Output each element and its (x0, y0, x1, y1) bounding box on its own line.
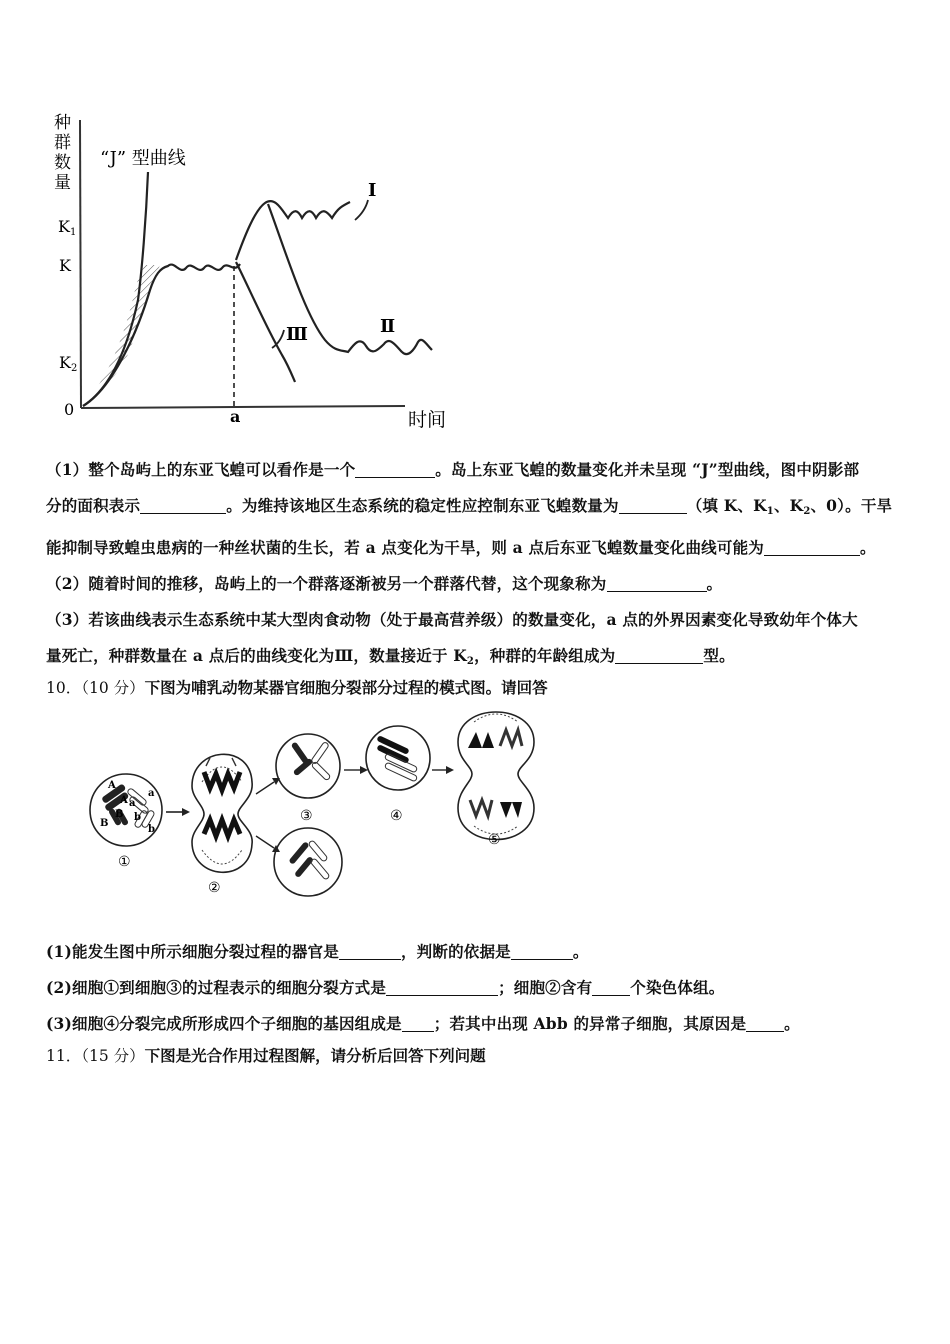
k-tick-label: K (59, 256, 71, 275)
gene-label-b2: b (148, 824, 155, 835)
gene-label-a1: a (129, 798, 136, 809)
y-axis-char-2: 群 (54, 133, 71, 153)
curve-iii (236, 262, 295, 382)
answer-blank-abnormal-cause[interactable] (746, 1015, 784, 1032)
y-axis-char-3: 数 (54, 153, 71, 173)
s-curve (83, 264, 240, 406)
answer-blank-age-structure[interactable] (615, 647, 703, 664)
cell-label-1: ① (118, 854, 131, 870)
q10-questions (46, 934, 908, 1042)
q10-p2: (2)细胞①到细胞③的过程表示的细胞分裂方式是 ；细胞②含有 个染色体组。 (46, 978, 725, 997)
curve-i-label: Ⅰ (368, 180, 377, 201)
gene-label-A1: A (108, 780, 116, 791)
gene-label-B2: B (115, 809, 124, 820)
shaded-area (95, 265, 160, 390)
y-axis-char-4: 量 (54, 173, 71, 193)
cell-label-3: ③ (300, 808, 313, 824)
cell-label-2: ② (208, 880, 221, 896)
answer-blank-reason[interactable] (511, 943, 573, 960)
answer-blank-control-number[interactable] (619, 497, 687, 514)
answer-blank-drought-curve[interactable] (764, 539, 860, 556)
x-axis-label: 时间 (408, 409, 447, 431)
cell-label-4: ④ (390, 808, 403, 824)
cell-division-figure (86, 702, 546, 902)
q9-p3-line1: （3）若该曲线表示生态系统中某大型肉食动物（处于最高营养级）的数量变化，a 点的外界因素变化导致幼年个体大 (46, 610, 858, 629)
q9-p3-line2: 量死亡，种群数量在 a 点后的曲线变化为Ⅲ，数量接近于 $K_2$，种群的年龄组成为 型。 (46, 646, 735, 667)
gene-label-a2: a (148, 788, 155, 799)
population-curve-figure (50, 100, 470, 435)
k2-tick-label: K2 (59, 353, 78, 374)
cell-1 (90, 774, 162, 846)
y-axis (80, 120, 81, 408)
a-point-label: a (230, 407, 241, 426)
curve-iii-label: Ⅲ (286, 324, 308, 345)
q11-header: 11．（15 分）下图是光合作用过程图解，请分析后回答下列问题 (46, 1046, 486, 1065)
answer-blank-genotypes[interactable] (402, 1015, 434, 1032)
answer-blank-population[interactable] (355, 461, 435, 478)
q10-p3: (3)细胞④分裂完成所形成四个子细胞的基因组成是 ；若其中出现 Abb 的异常子细胞，其原因是 。 (46, 1014, 800, 1033)
answer-blank-division-type[interactable] (386, 979, 498, 996)
q9-p1-line3: 能抑制导致蝗虫患病的一种丝状菌的生长，若 a 点变化为干旱，则 a 点后东亚飞蝗数量变化曲线可能为 。 (46, 538, 876, 557)
answer-blank-succession[interactable] (607, 575, 707, 592)
cell-5 (458, 712, 534, 840)
gene-label-A2: A (120, 795, 128, 806)
gene-label-B1: B (100, 818, 109, 829)
cell-3 (276, 734, 340, 798)
curve-ii-label: Ⅱ (380, 316, 396, 337)
cell-3b (274, 828, 342, 896)
q9-p2: （2）随着时间的推移，岛屿上的一个群落逐渐被另一个群落代替，这个现象称为 。 (46, 574, 723, 593)
q9-p1-line1: （1）整个岛屿上的东亚飞蝗可以看作是一个 。岛上东亚飞蝗的数量变化并未呈现 “J”型曲线，图中阴影部 (46, 460, 860, 479)
origin-label: 0 (64, 400, 75, 419)
cell-4 (366, 726, 430, 790)
curve-i (236, 201, 350, 260)
k1-tick-label: K1 (58, 217, 77, 238)
q10-header: 10．（10 分）下图为哺乳动物某器官细胞分裂部分过程的模式图。请回答 (46, 678, 548, 697)
cell-label-5: ⑤ (488, 832, 501, 848)
q9-p1-line2: 分的面积表示 。为维持该地区生态系统的稳定性应控制东亚飞蝗数量为 （填 K、$K_1$、$K_2$、0）。干旱 (46, 496, 893, 517)
cell-2 (192, 754, 252, 872)
q9-part1 (46, 452, 908, 680)
x-axis (81, 406, 405, 408)
answer-blank-chromosome-sets[interactable] (592, 979, 630, 996)
y-axis-char-1: 种 (54, 113, 71, 133)
curve-i-tick (355, 200, 368, 220)
j-curve-label: “J” 型曲线 (100, 148, 186, 169)
q10-p1: (1)能发生图中所示细胞分裂过程的器官是 ，判断的依据是 。 (46, 942, 589, 961)
answer-blank-shaded-area[interactable] (140, 497, 226, 514)
gene-label-b1: b (134, 812, 141, 823)
answer-blank-organ[interactable] (339, 943, 401, 960)
